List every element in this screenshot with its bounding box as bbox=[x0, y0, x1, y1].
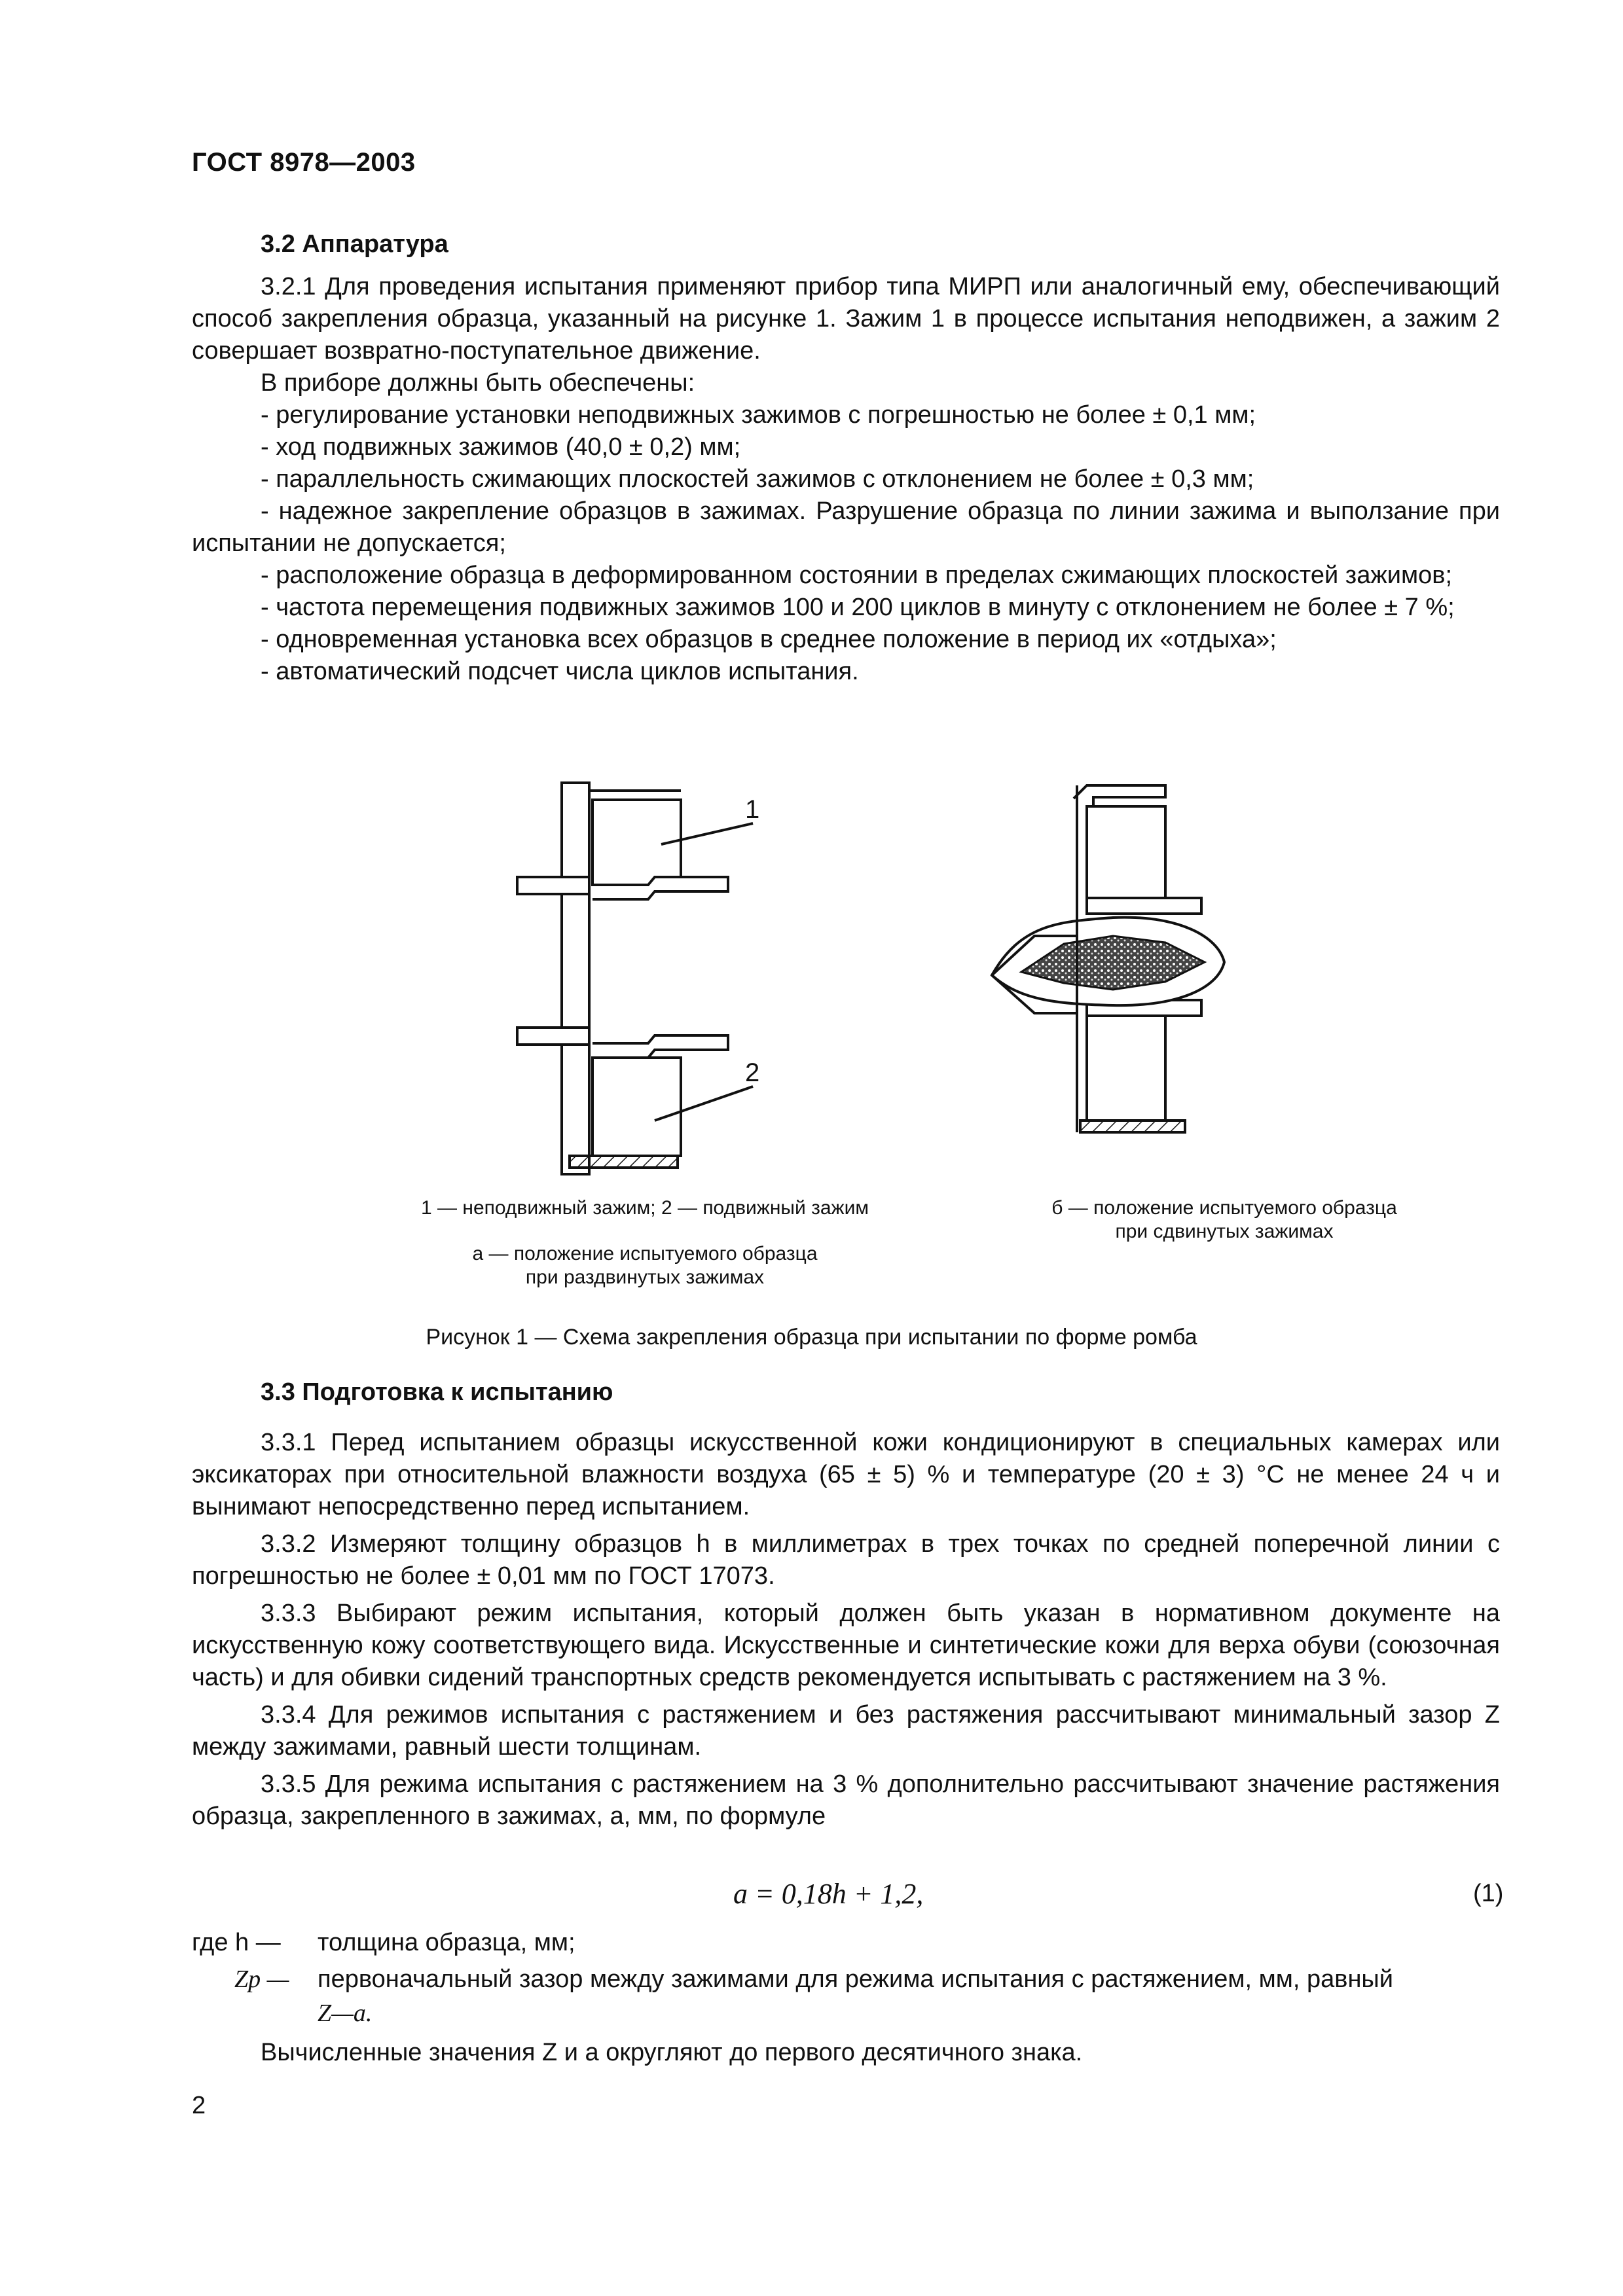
list-item: - параллельность сжимающих плоскостей зажимов с отклонением не более ± 0,3 мм; bbox=[261, 465, 1254, 493]
section-3-2-body bbox=[192, 271, 1500, 688]
where-zp-definition: первоначальный зазор между зажимами для режима испытания с растяжением, мм, равный bbox=[318, 1965, 1393, 1993]
caption-b-line1: б — положение испытуемого образца bbox=[1051, 1197, 1397, 1219]
list-item: - расположение образца в деформированном состоянии в пределах сжимающих плоскостей зажимов; bbox=[261, 562, 1453, 589]
figure-label-2: 2 bbox=[745, 1058, 760, 1087]
figure-title: Рисунок 1 — Схема закрепления образца при испытании по форме ромба bbox=[426, 1325, 1197, 1350]
formula-1: a = 0,18h + 1,2, bbox=[733, 1878, 924, 1910]
section-3-3-body bbox=[192, 1427, 1500, 1833]
where-h-symbol bbox=[192, 1927, 281, 1959]
figure-legend: 1 — неподвижный зажим; 2 — подвижный зажим bbox=[421, 1197, 869, 1219]
paragraph-3-3-3: 3.3.3 Выбирают режим испытания, который должен быть указан в нормативном документе на искусственную кожу соответствующего вида. Искусственные и синтетические кожи для верха обуви (союзочная часть) и для обивки сидений транспортных средств рекомендуется испытывать с растяжением на 3 %. bbox=[192, 1600, 1500, 1691]
caption-a-line1: а — положение испытуемого образца bbox=[472, 1243, 818, 1265]
paragraph-3-3-1: 3.3.1 Перед испытанием образцы искусственной кожи кондиционируют в специальных камерах или эксикаторах при относительной влажности воздуха (65 ± 5) % и температуре (20 ± 3) °С не менее 24 ч и вынимают непосредственно перед испытанием. bbox=[192, 1429, 1500, 1520]
where-zp-symbol: Zp — bbox=[234, 1965, 289, 1993]
clamp-diagram-b bbox=[992, 785, 1224, 1132]
paragraph-3-3-2: 3.3.2 Измеряют толщину образцов h в миллиметрах в трех точках по средней поперечной линии с погрешностью не более ± 0,01 мм по ГОСТ 17073. bbox=[192, 1530, 1500, 1590]
where-label: где h — bbox=[192, 1929, 281, 1956]
paragraph-3-3-4: 3.3.4 Для режимов испытания с растяжением и без растяжения рассчитывают минимальный зазор Z между зажимами, равный шести толщинам. bbox=[192, 1701, 1500, 1761]
list-item: - частота перемещения подвижных зажимов 100 и 200 циклов в минуту с отклонением не более ± 7 %; bbox=[261, 594, 1455, 621]
paragraph-3-3-5: 3.3.5 Для режима испытания с растяжением на 3 % дополнительно рассчитывают значение растяжения образца, закрепленного в зажимах, a, мм, по формуле bbox=[192, 1770, 1500, 1830]
paragraph-3-2-1: 3.2.1 Для проведения испытания применяют прибор типа МИРП или аналогичный ему, обеспечивающий способ закрепления образца, указанный на рисунке 1. Зажим 1 в процессе испытания неподвижен, а зажим 2 совершает возвратно-поступательное движение. bbox=[192, 273, 1500, 365]
figure-label-1: 1 bbox=[745, 795, 760, 824]
caption-b-line2: при сдвинутых зажимах bbox=[1115, 1221, 1334, 1242]
section-3-3-title: 3.3 Подготовка к испытанию bbox=[261, 1378, 613, 1406]
figure-1-drawing bbox=[0, 746, 1623, 1198]
formula-number: (1) bbox=[1473, 1880, 1504, 1907]
list-item: - одновременная установка всех образцов в среднее положение в период их «отдыха»; bbox=[261, 626, 1277, 653]
list-item: - регулирование установки неподвижных зажимов с погрешностью не более ± 0,1 мм; bbox=[261, 401, 1256, 429]
list-item: - автоматический подсчет числа циклов испытания. bbox=[261, 658, 859, 685]
section-3-2-title: 3.2 Аппаратура bbox=[261, 230, 448, 258]
document-header: ГОСТ 8978—2003 bbox=[192, 148, 416, 177]
list-item: - надежное закрепление образцов в зажимах. Разрушение образца по линии зажима и выползание при испытании не допускается; bbox=[192, 497, 1500, 557]
where-h-definition: толщина образца, мм; bbox=[318, 1929, 575, 1956]
caption-a-line2: при раздвинутых зажимах bbox=[525, 1266, 765, 1288]
clamp-diagram-a bbox=[517, 783, 753, 1174]
where-zp-definition-cont: Z—a. bbox=[318, 2000, 373, 2027]
list-item: - ход подвижных зажимов (40,0 ± 0,2) мм; bbox=[261, 433, 741, 461]
page-number: 2 bbox=[192, 2092, 206, 2119]
final-note: Вычисленные значения Z и a округляют до первого десятичного знака. bbox=[261, 2039, 1083, 2066]
paragraph-requirements-intro: В приборе должны быть обеспечены: bbox=[261, 369, 695, 397]
